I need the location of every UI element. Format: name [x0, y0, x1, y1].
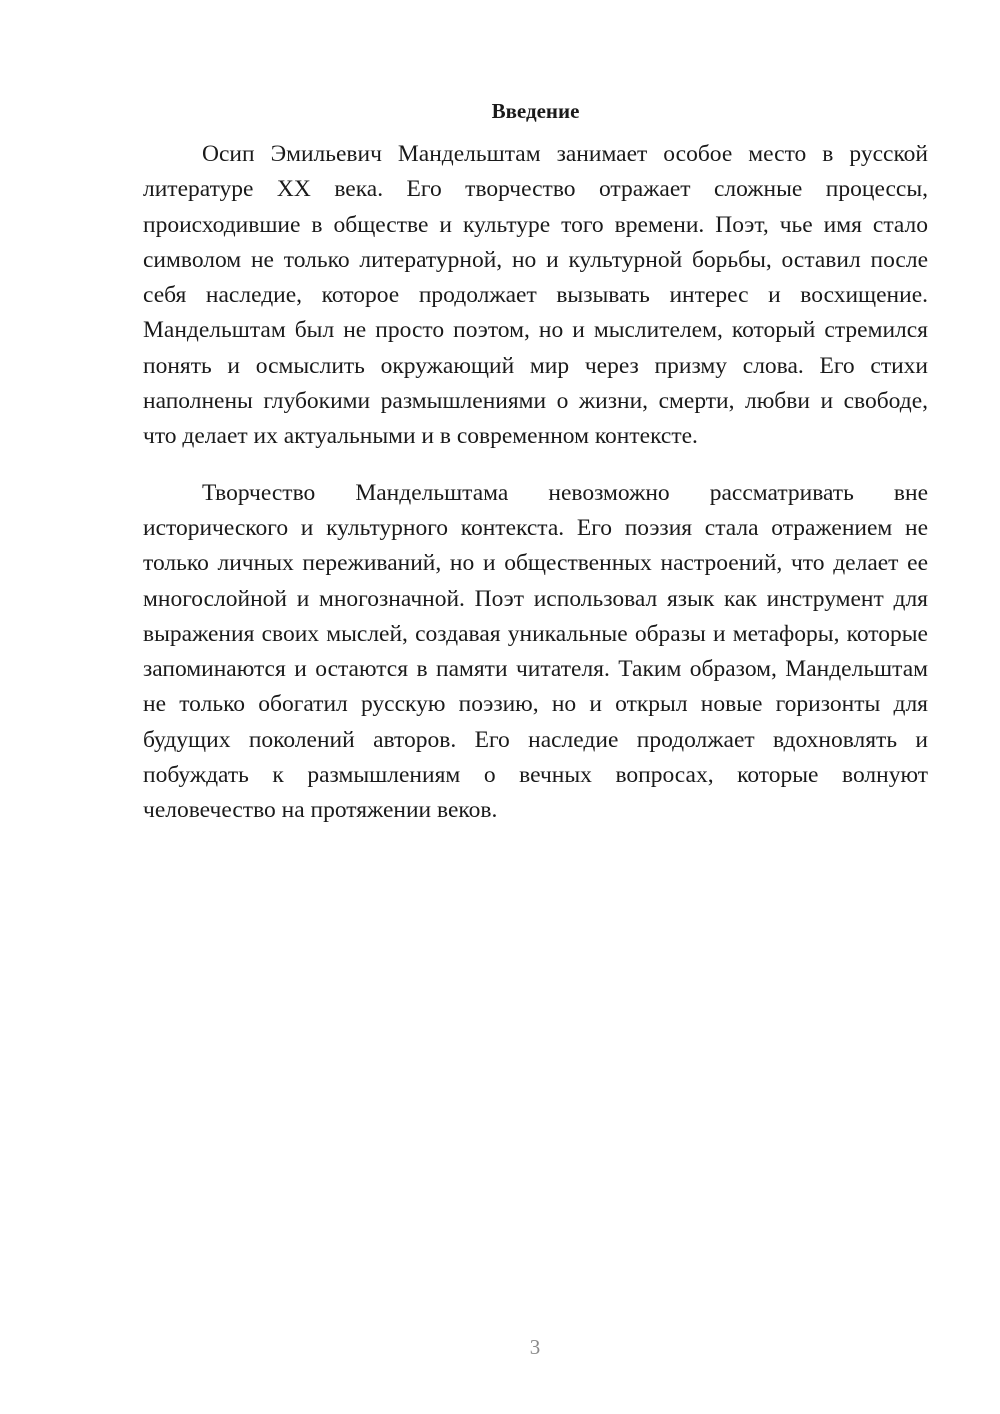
- page-number: 3: [529, 1335, 541, 1359]
- page-content: [143, 96, 928, 829]
- paragraph-intro-1: Осип Эмильевич Мандельштам занимает особое место в русской литературе XX века. Его творчество отражает сложные процессы, происходившие в обществе и культуре того времени. Поэт, чье имя стало символом не только литературной, но и культурной борьбы, оставил после себя наследие, которое продолжает вызывать интерес и восхищение. Мандельштам был не просто поэтом, но и мыслителем, который стремился понять и осмыслить окружающий мир через призму слова. Его стихи наполнены глубокими размышлениями о жизни, смерти, любви и свободе, что делает их актуальными и в современном контексте.: [143, 141, 928, 450]
- paragraph-intro-2: Творчество Мандельштама невозможно рассматривать вне исторического и культурного контекста. Его поэзия стала отражением не только личных переживаний, но и общественных настроений, что делает ее многослойной и многозначной. Поэт использовал язык как инструмент для выражения своих мыслей, создавая уникальные образы и метафоры, которые запоминаются и остаются в памяти читателя. Таким образом, Мандельштам не только обогатил русскую поэзию, но и открыл новые горизонты для будущих поколений авторов. Его наследие продолжает вдохновлять и побуждать к размышлениям о вечных вопросах, которые волнуют человечество на протяжении веков.: [143, 479, 928, 824]
- section-heading: Введение: [491, 99, 580, 123]
